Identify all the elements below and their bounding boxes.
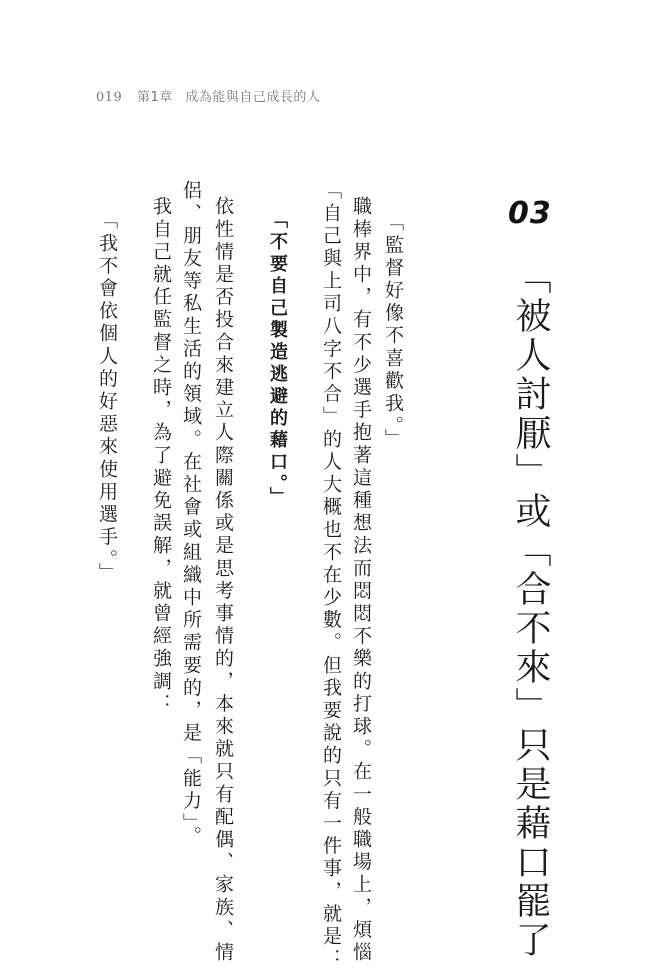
body-paragraph-quote-1: 「監督好像不喜歡我。」	[382, 212, 404, 452]
chapter-label: 第1章	[136, 90, 173, 105]
emphasis-heading: 「不要自己製造逃避的藉口。」	[267, 210, 288, 509]
running-header	[96, 86, 320, 105]
body-paragraph-quote-2: 「我不會依個人的好惡來使用選手。」	[96, 210, 118, 585]
body-paragraph-line: 我自己就任監督之時，為了避免誤解，就曾經強調：	[150, 196, 172, 716]
section-number: 03	[508, 196, 552, 231]
body-paragraph-line: 依性情是否投合來建立人際關係或是思考事情的，本來就只有配偶、家族、情	[212, 196, 234, 965]
chapter-title: 成為能與自己成長的人	[185, 90, 321, 105]
body-paragraph-line: 「自己與上司八字不合」的人大概也不在少數。但我要說的只有一件事，就是：	[320, 180, 342, 971]
body-paragraph-line: 職棒界中，有不少選手抱著這種想法而悶悶不樂的打球。在一般職場上，煩惱	[350, 196, 372, 965]
body-paragraph-line: 侶、朋友等私生活的領域。在社會或組織中所需要的，是「能力」。	[180, 180, 202, 849]
page-number: 019	[96, 90, 123, 105]
section-title: 「被人討厭」或「合不來」只是藉口罷了	[510, 258, 551, 960]
